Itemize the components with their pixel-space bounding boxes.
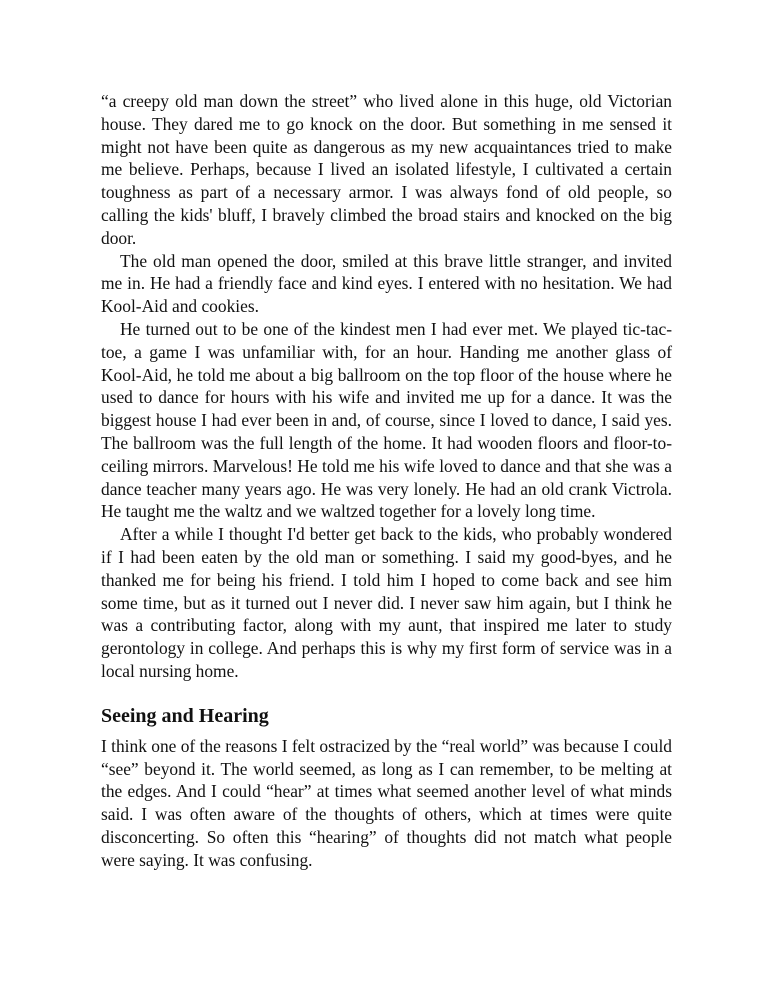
paragraph-continued: “a creepy old man down the street” who lived alone in this huge, old Victorian house. They dared me to go knock on the door. But something in me sensed it might not have been quite as dangerous as my new acquaintances tried to make me believe. Perhaps, because I lived an isolated lifestyle, I cultivated a certain toughness as part of a necessary armor. I was always fond of old people, so calling the kids' bluff, I bravely climbed the broad stairs and knocked on the big door. — [101, 91, 672, 248]
paragraph-goodbyes: After a while I thought I'd better get back to the kids, who probably wondered if I had been eaten by the old man or something. I said my good-byes, and he thanked me for being his friend. I told him I hoped to come back and see him some time, but as it turned out I never did. I never saw him again, but I think he was a contributing factor, along with my aunt, that inspired me later to study gerontology in college. And perhaps this is why my first form of service was in a local nursing home. — [101, 524, 672, 681]
paragraph-ballroom: He turned out to be one of the kindest men I had ever met. We played tic-tac-toe, a game I was unfamiliar with, for an hour. Handing me another glass of Kool-Aid, he told me about a big ballroom on the top floor of the house where he used to dance for hours with his wife and invited me up for a dance. It was the biggest house I had ever been in and, of course, since I loved to dance, I said yes. The ballroom was the full length of the home. It had wooden floors and floor-to-ceiling mirrors. Marvelous! He told me his wife loved to dance and that she was a dance teacher many years ago. He was very lonely. He had an old crank Victrola. He taught me the waltz and we waltzed together for a lovely long time. — [101, 318, 672, 522]
page-body — [101, 90, 672, 872]
section-paragraph: I think one of the reasons I felt ostracized by the “real world” was because I could “see” beyond it. The world seemed, as long as I can remember, to be melting at the edges. And I could “hear” at times what seemed another level of what minds said. I was often aware of the thoughts of others, which at times were quite disconcerting. So often this “hearing” of thoughts did not match what people were saying. It was confusing. — [101, 735, 672, 870]
section-heading: Seeing and Hearing — [101, 704, 269, 727]
paragraph-old-man-door: The old man opened the door, smiled at this brave little stranger, and invited me in. He had a friendly face and kind eyes. I entered with no hesitation. We had Kool-Aid and cookies. — [101, 250, 672, 317]
